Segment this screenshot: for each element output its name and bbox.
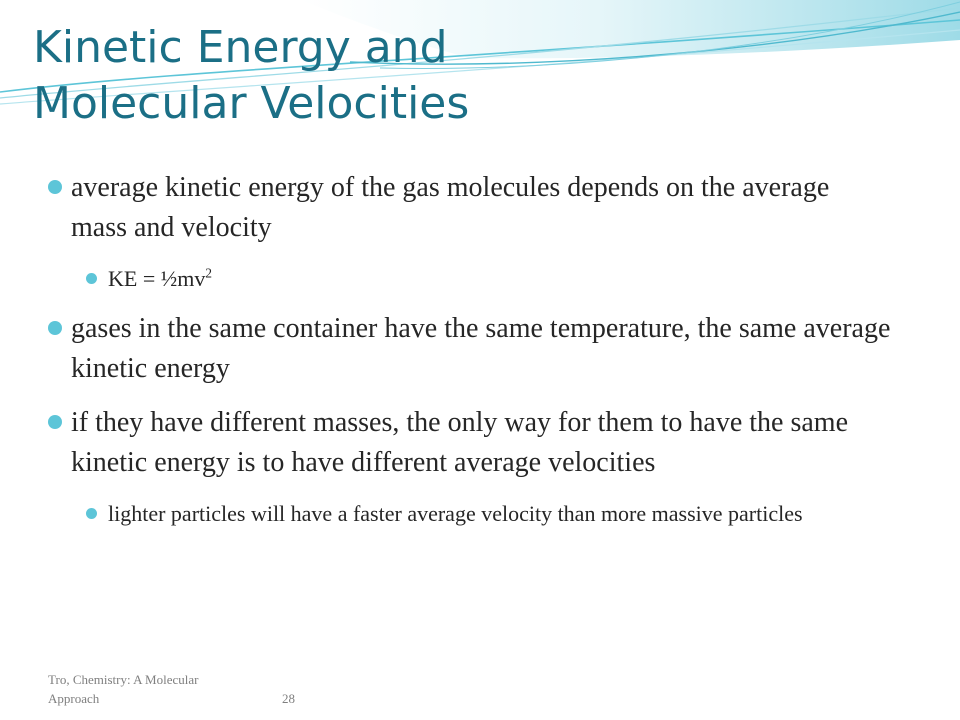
bullet-marker-icon — [48, 415, 62, 429]
bullet-text: lighter particles will have a faster average velocity than more massive particles — [108, 501, 803, 526]
page-number: 28 — [282, 691, 295, 706]
ke-formula-exponent: 2 — [205, 265, 212, 281]
bullet-text: if they have different masses, the only way for them to have the same kinetic energy is to have different average velocities — [71, 407, 849, 478]
sub-bullet-item-2 — [108, 497, 868, 530]
slide-title-line-1: Kinetic Energy and — [33, 22, 448, 73]
bullet-text: average kinetic energy of the gas molecules depends on the average mass and velocity — [71, 172, 830, 243]
bullet-item-1 — [71, 168, 891, 248]
bullet-marker-icon — [48, 321, 62, 335]
bullet-marker-icon — [86, 508, 97, 519]
bullet-marker-icon — [48, 180, 62, 194]
bullet-item-3 — [71, 403, 891, 483]
bullet-list — [0, 168, 960, 544]
bullet-marker-icon — [86, 273, 97, 284]
slide-title — [33, 20, 913, 132]
sub-bullet-item-1 — [108, 262, 868, 295]
slide-title-line-2: Molecular Velocities — [33, 78, 470, 129]
footer-source: Tro, Chemistry: A Molecular Approach — [48, 672, 199, 706]
bullet-item-2 — [71, 309, 891, 389]
ke-formula — [108, 266, 212, 291]
bullet-text: gases in the same container have the same temperature, the same average kinetic energy — [71, 313, 891, 384]
ke-formula-text: KE = ½mv — [108, 266, 206, 291]
